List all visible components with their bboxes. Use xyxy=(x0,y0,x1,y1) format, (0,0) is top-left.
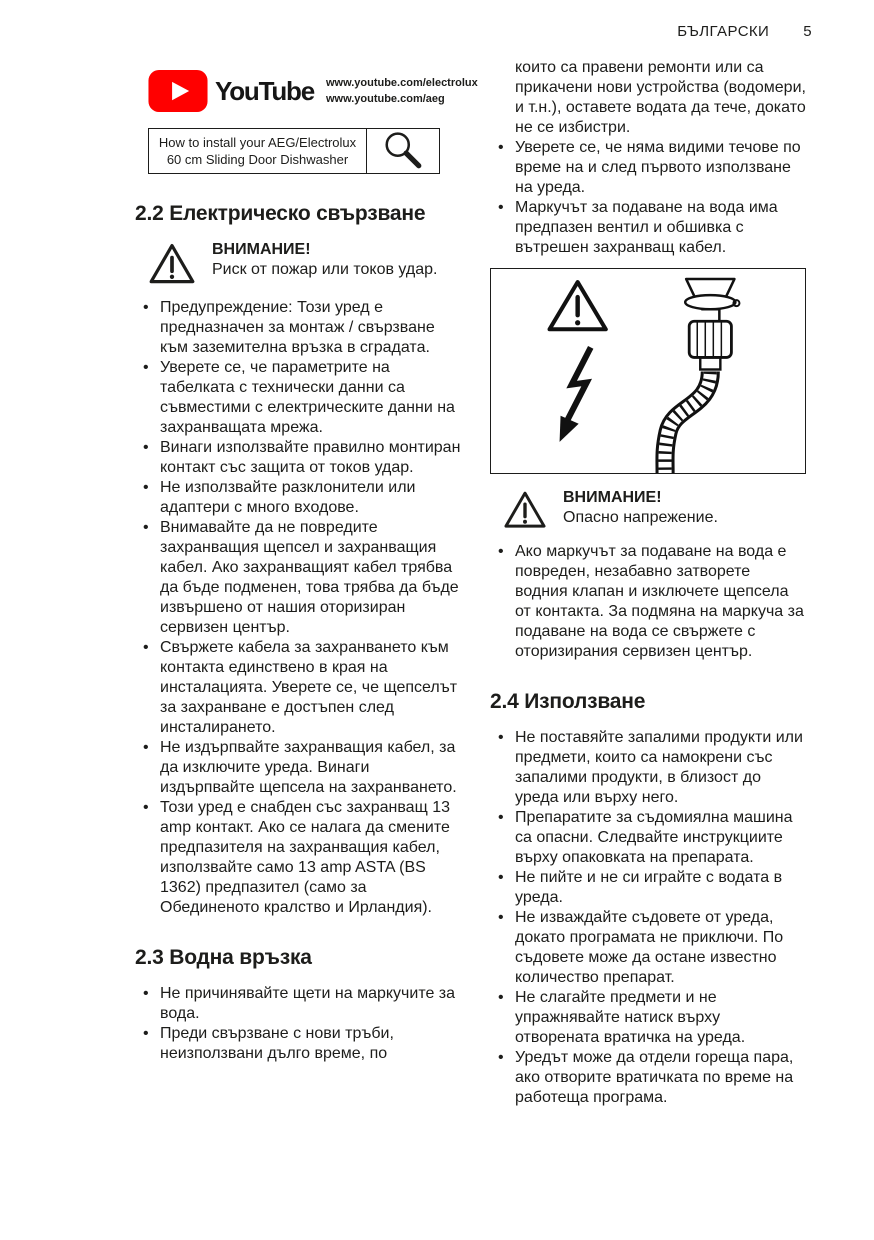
page-header xyxy=(677,22,812,42)
inlet-hose-figure xyxy=(490,268,806,474)
page-number: 5 xyxy=(803,23,812,40)
section-2-3-title: 2.3 Водна връзка xyxy=(135,946,312,969)
list-item: • Не използвайте разклонители или адаптери с много входове. xyxy=(135,478,462,518)
list-item: • Не поставяйте запалими продукти или предмети, които са намокрени със запалими продукти, в близост до уреда или върху него. xyxy=(490,728,806,808)
youtube-wordmark: YouTube xyxy=(215,76,314,106)
section-2-4-title: 2.4 Използване xyxy=(490,690,646,713)
list-item: • Свържете кабела за захранването към контакта единствено в края на инсталацията. Уверете се, че щепселът за захранване е достъпен след инсталирането. xyxy=(135,638,462,738)
warning-text: Опасно напрежение. xyxy=(563,509,718,526)
list-item: • Ако маркучът за подаване на вода е повреден, незабавно затворете водния клапан и изключете щепсела от контакта. За подмяна на маркуча за подаване на вода се свържете с оторизирания сервизен център. xyxy=(490,542,806,662)
search-icon xyxy=(382,130,424,172)
section-2-3-list-left xyxy=(135,984,462,1064)
youtube-urls xyxy=(326,75,478,107)
list-item: • Преди свързване с нови тръби, неизползвани дълго време, по xyxy=(135,1024,462,1064)
list-item: • Предупреждение: Този уред е предназначен за монтаж / свързване към заземителна връзка в сградата. xyxy=(135,298,462,358)
video-search-text xyxy=(149,129,367,173)
list-item: • Не причинявайте щети на маркучите за вода. xyxy=(135,984,462,1024)
warning-text-wrap xyxy=(563,488,718,528)
search-text-line-1: How to install your AEG/Electrolux xyxy=(158,135,357,150)
warning-title: ВНИМАНИЕ! xyxy=(563,489,662,506)
youtube-block xyxy=(148,70,478,112)
section-2-4-list xyxy=(490,728,806,1108)
search-text-line-2: 60 cm Sliding Door Dishwasher xyxy=(166,152,349,167)
language-label: БЪЛГАРСКИ xyxy=(677,23,770,40)
list-item: • Не издърпвайте захранващия кабел, за да изключите уреда. Винаги издърпвайте щепсела на захранването. xyxy=(135,738,462,798)
video-search-box xyxy=(148,128,440,174)
youtube-url-aeg: www.youtube.com/aeg xyxy=(325,93,445,105)
inlet-hose-illustration xyxy=(491,269,805,473)
warning-title: ВНИМАНИЕ! xyxy=(212,241,311,258)
youtube-url-electrolux: www.youtube.com/electrolux xyxy=(325,77,478,89)
section-2-2-title: 2.2 Електрическо свързване xyxy=(135,202,426,225)
warning-block-voltage xyxy=(503,488,806,530)
tap-valve-drawing xyxy=(685,279,739,369)
list-item: • Не слагайте предмети и не упражнявайте натиск върху отворената вратичка на уреда. xyxy=(490,988,806,1048)
list-item: • Маркучът за подаване на вода има предпазен вентил и обшивка с вътрешен захранващ кабел. xyxy=(490,198,806,258)
list-item: • Не изваждайте съдовете от уреда, докато програмата не приключи. По съдовете може да остане известно количество препарат. xyxy=(490,908,806,988)
right-column xyxy=(490,58,806,1110)
list-item: • Уредът може да отдели гореща пара, ако отворите вратичката по време на работеща програма. xyxy=(490,1048,806,1108)
list-item: • Препаратите за съдомиялна машина са опасни. Следвайте инструкциите върху опаковката на препарата. xyxy=(490,808,806,868)
list-item: • Внимавайте да не повредите захранващия щепсел и захранващия кабел. Ако захранващият кабел трябва да бъде подменен, това трябва да бъде извършено от нашия оторизиран сервизен център. xyxy=(135,518,462,638)
list-item: • Уверете се, че няма видими течове по време на и след първото използване на уреда. xyxy=(490,138,806,198)
list-item: • Уверете се, че параметрите на табелката с технически данни са съвместими с електрическите данни на захранващата мрежа. xyxy=(135,358,462,438)
warning-block-electrical xyxy=(148,240,462,286)
youtube-play-icon xyxy=(148,70,208,112)
left-column xyxy=(135,58,478,1110)
list-item: • Този уред е снабден със захранващ 13 amp контакт. Ако се налага да смените предпазителя на захранващия кабел, използвайте само 13 amp ASTA (BS 1362) предпазител (само за Обединеното кралство и Ирландия). xyxy=(135,798,462,918)
warning-triangle-icon xyxy=(503,490,547,530)
warning-triangle-icon xyxy=(148,242,196,286)
search-icon-cell xyxy=(367,129,439,173)
section-2-2-list xyxy=(135,298,462,918)
high-voltage-bolt-icon xyxy=(560,347,591,441)
warning-text: Риск от пожар или токов удар. xyxy=(212,261,438,278)
warning-triangle-icon xyxy=(550,282,606,329)
list-item: • Винаги използвайте правилно монтиран контакт със защита от токов удар. xyxy=(135,438,462,478)
warning-text-wrap xyxy=(212,240,437,280)
section-2-3-list-after-figure xyxy=(490,542,806,662)
youtube-logo xyxy=(148,70,314,112)
list-item: • Не пийте и не си играйте с водата в уреда. xyxy=(490,868,806,908)
section-2-3-list-right xyxy=(490,138,806,258)
continued-paragraph: които са правени ремонти или са прикачени нови устройства (водомери, и т.н.), оставете водата да тече, докато не се избистри. xyxy=(515,59,806,136)
water-hose-drawing xyxy=(665,372,710,473)
